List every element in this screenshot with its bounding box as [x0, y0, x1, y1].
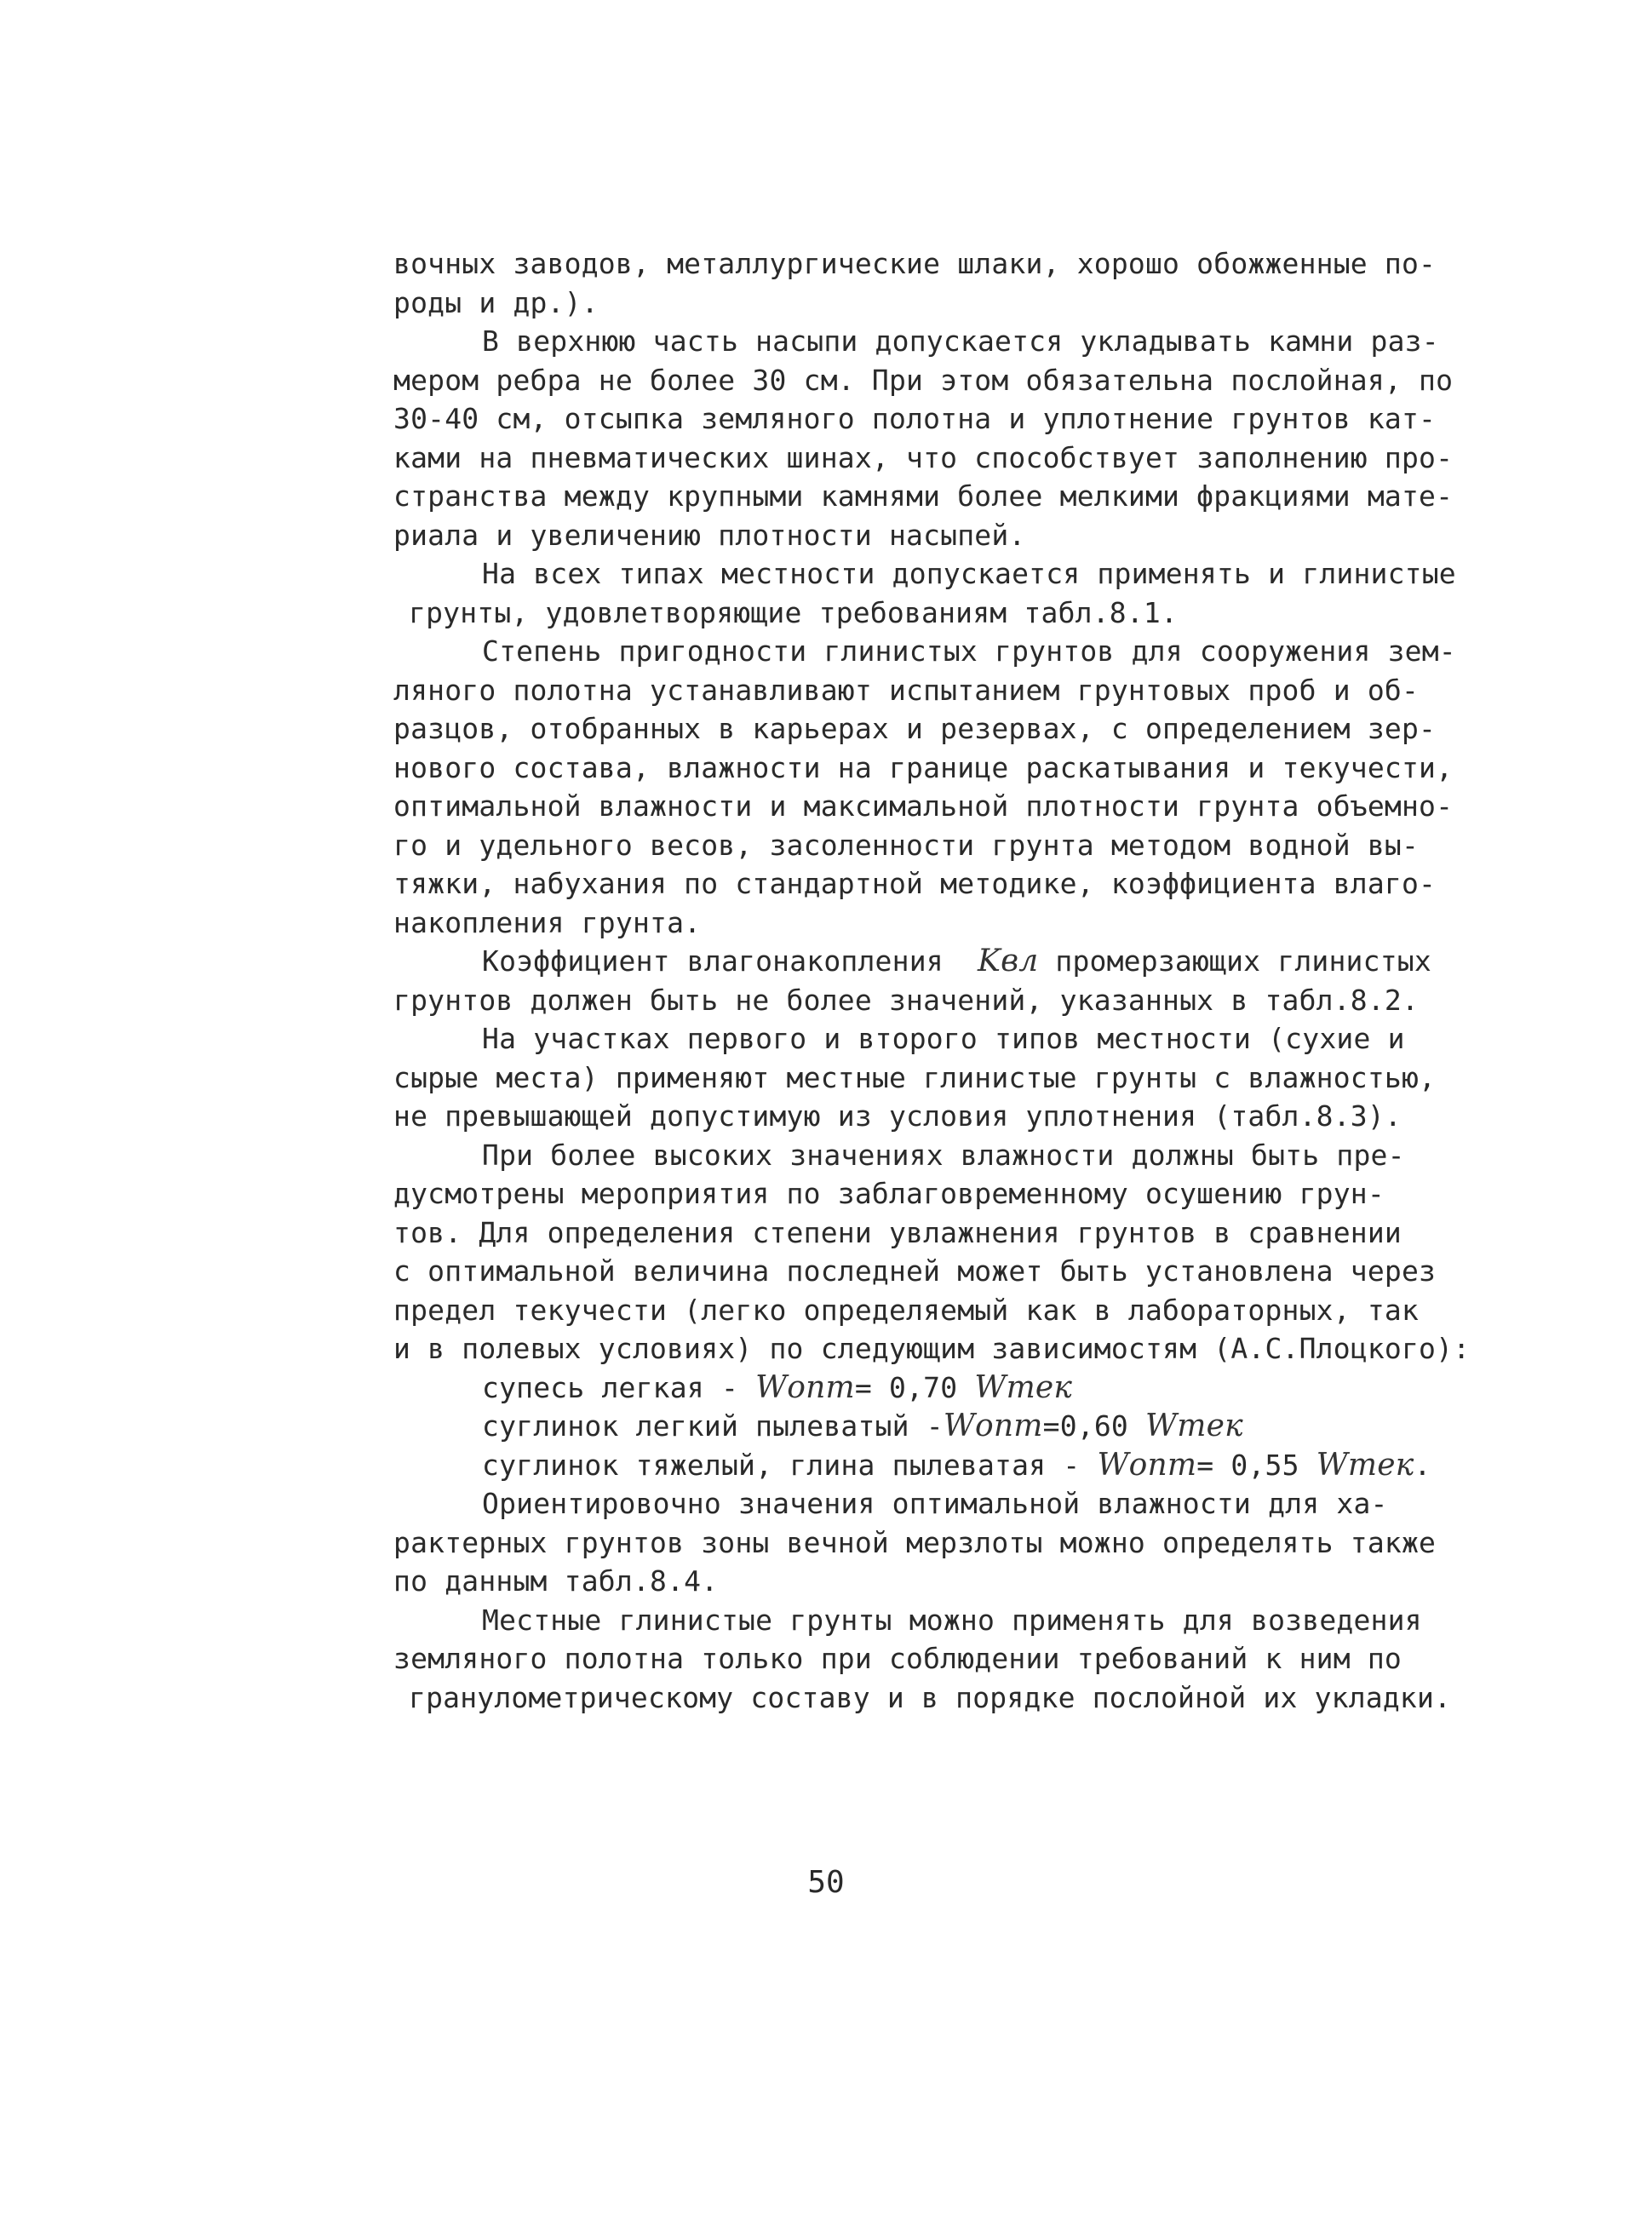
text-line: ляного полотна устанавливают испытанием грунтовых проб и об- — [393, 673, 1420, 707]
formula-rhs: Wтек — [974, 1369, 1073, 1405]
formula-lhs: Wопт — [1097, 1447, 1197, 1483]
text-line: рактерных грунтов зоны вечной мерзлоты можно определять также — [393, 1525, 1437, 1559]
text-line: На всех типах местности допускается применять и глинистые — [482, 557, 1456, 590]
text-line: го и удельного весов, засоленности грунта методом водной вы- — [393, 828, 1420, 862]
text-line: Степень пригодности глинистых грунтов для сооружения зем- — [482, 634, 1456, 668]
formula-label: супесь легкая - — [482, 1370, 756, 1404]
page-number: 50 — [807, 1865, 845, 1900]
formula-rhs: Wтек — [1316, 1447, 1414, 1483]
text-line: вочных заводов, металлургические шлаки, хорошо обожженные по- — [393, 247, 1437, 280]
text-line: При более высоких значениях влажности должны быть пре- — [482, 1138, 1405, 1172]
text-line: разцов, отобранных в карьерах и резервах, с определением зер- — [393, 712, 1437, 745]
formula-rhs: Wтек — [1145, 1409, 1243, 1443]
formula-label: суглинок легкий пылеватый - — [482, 1409, 944, 1443]
text-line: странства между крупными камнями более мелкими фракциями мате- — [393, 479, 1454, 513]
body-text — [393, 244, 1471, 1717]
text-line: мером ребра не более 30 см. При этом обязательна послойная, по — [393, 363, 1454, 397]
formula-eq: = 0,70 — [854, 1370, 975, 1404]
text-line: накопления грунта. — [393, 905, 702, 939]
text-line: тяжки, набухания по стандартной методике, коэффициента влаго- — [393, 867, 1437, 900]
kvl-text-before: Коэффициент влагонакопления — [482, 944, 978, 978]
text-line: предел текучести (легко определяемый как в лабораторных, так — [393, 1293, 1420, 1327]
formula-label: суглинок тяжелый, глина пылеватая - — [482, 1448, 1098, 1482]
text-line: 30-40 см, отсыпка земляного полотна и уплотнение грунтов кат- — [393, 402, 1437, 435]
kvl-symbol: Kвл — [977, 944, 1039, 978]
text-line: В верхнюю часть насыпи допускается укладывать камни раз- — [482, 324, 1439, 358]
text-line: земляного полотна только при соблюдении требований к ним по — [393, 1642, 1402, 1675]
text-line: сырые места) применяют местные глинистые грунты с влажностью, — [393, 1060, 1437, 1094]
kvl-line — [393, 942, 1449, 981]
paragraph-group-3 — [393, 1484, 1452, 1717]
text-line: дусмотрены мероприятия по заблаговременному осушению грун- — [393, 1177, 1385, 1210]
paragraph-group-1 — [393, 244, 1456, 942]
text-line: грунтов должен быть не более значений, указанных в табл.8.2. — [393, 983, 1420, 1017]
formula-lhs: Wопт — [943, 1409, 1043, 1443]
formula-lhs: Wопт — [755, 1369, 855, 1405]
text-line: нового состава, влажности на границе раскатывания и текучести, — [393, 750, 1454, 784]
text-line: Ориентировочно значения оптимальной влажности для ха- — [482, 1487, 1388, 1520]
text-line: не превышающей допустимую из условия уплотнения (табл.8.3). — [393, 1099, 1402, 1133]
formula-line — [393, 1407, 1449, 1446]
text-line: грунты, удовлетворяющие требованиям табл.8.1. — [409, 595, 1179, 629]
formula-line — [393, 1446, 1449, 1485]
text-line: тов. Для определения степени увлажнения грунтов в сравнении — [393, 1215, 1402, 1249]
text-line: риала и увеличению плотности насыпей. — [393, 518, 1026, 552]
text-line: по данным табл.8.4. — [393, 1564, 719, 1598]
formula-eq: = 0,55 — [1196, 1448, 1316, 1482]
formula-tail: . — [1414, 1448, 1431, 1482]
formula-line — [393, 1368, 1449, 1408]
text-line: и в полевых условиях) по следующим зависимостям (А.С.Плоцкого): — [393, 1332, 1471, 1365]
text-line: гранулометрическому составу и в порядке послойной их укладки. — [409, 1680, 1452, 1714]
text-line: ками на пневматических шинах, что способствует заполнению про- — [393, 440, 1454, 474]
text-line: роды и др.). — [393, 285, 599, 319]
text-line: с оптимальной величина последней может быть установлена через — [393, 1254, 1437, 1288]
kvl-text-after: промерзающих глинистых — [1038, 944, 1431, 978]
formula-list — [393, 1368, 1449, 1485]
formula-eq: =0,60 — [1042, 1409, 1146, 1443]
paragraph-group-2 — [393, 981, 1471, 1368]
text-line: Местные глинистые грунты можно применять для возведения — [482, 1603, 1422, 1637]
text-line: На участках первого и второго типов местности (сухие и — [482, 1022, 1405, 1055]
text-line: оптимальной влажности и максимальной плотности грунта объемно- — [393, 789, 1454, 823]
